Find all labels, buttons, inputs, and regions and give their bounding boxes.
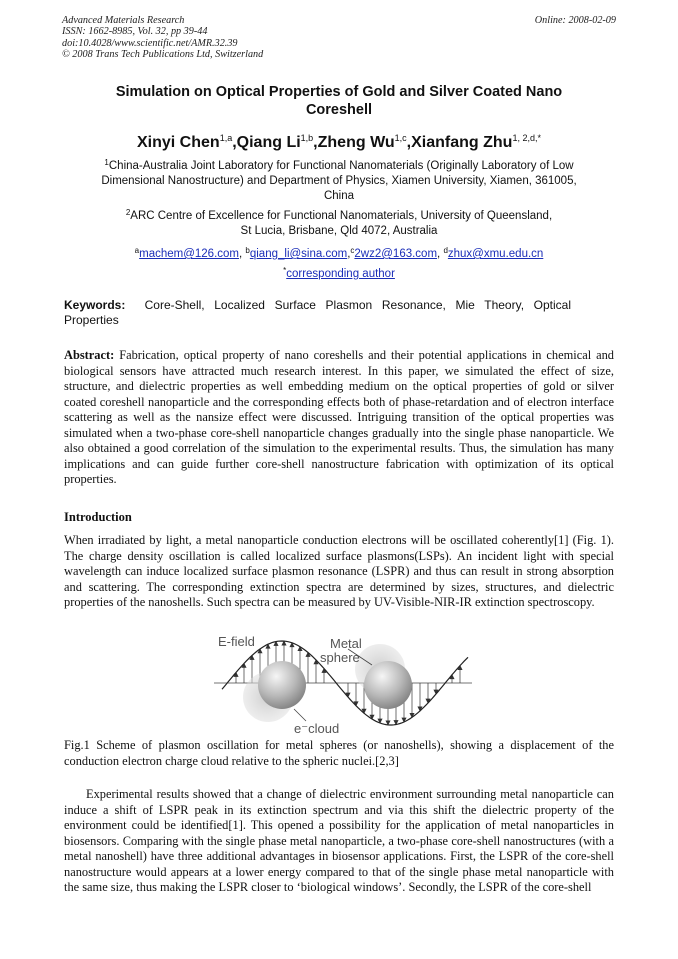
- abstract-label: Abstract:: [64, 348, 115, 362]
- author-name: Xinyi Chen: [137, 134, 220, 151]
- corresponding-author-note: [60, 263, 618, 282]
- author-affiliation-marker: 1,a: [219, 133, 233, 143]
- affiliation-line: St Lucia, Brisbane, Qld 4072, Australia: [240, 225, 438, 237]
- affiliation-line: Dimensional Nanostructure) and Department of Physics, Xiamen University, Xiamen, 361005,: [101, 175, 577, 187]
- affiliation-line: China: [323, 190, 355, 202]
- affiliation-line: ARC Centre of Excellence for Functional Nanomaterials, University of Queensland,: [130, 210, 553, 222]
- metal-label: Metal: [330, 636, 362, 651]
- affiliation-2: [60, 205, 618, 239]
- affiliation-marker: 2: [125, 208, 131, 217]
- author-affiliation-marker: 1, 2,d,*: [512, 133, 541, 143]
- paper-title-line-1: Simulation on Optical Properties of Gold and Silver Coated Nano: [115, 84, 563, 100]
- author-separator: ,: [406, 134, 412, 151]
- journal-copyright: © 2008 Trans Tech Publications Ltd, Switzerland: [62, 49, 264, 61]
- affiliation-line: China-Australia Joint Laboratory for Functional Nanomaterials (Originally Laboratory of Low: [108, 160, 574, 172]
- author-separator: ,: [232, 134, 237, 151]
- email-marker: c: [350, 246, 355, 255]
- email-link[interactable]: machem@126.com: [139, 248, 240, 260]
- e-cloud-label: e⁻cloud: [294, 721, 340, 736]
- e-cloud-pointer: [294, 709, 306, 721]
- author-name: Qiang Li: [236, 134, 301, 151]
- experimental-paragraph: Experimental results showed that a change of dielectric environment surrounding metal nanoparticle can induce a shift of LSPR peak in its extinction spectrum and via this shift the dielectric property of the environment could be identified[1]. This opened a possibility for the application of metal nanoparticles in biosensors. Comparing with the single phase metal nanoparticle, a two-phase core-shell nanostructures (with a metal nanoshell) have three additional advantages in biosensor applications. First, the LSPR of the core-shell nanostructure would appears at a lower energy compared to that of the single phase metal nanoparticle with the same size, thus making the LSPR closer to ‘biological windows’. Secondly, the LSPR of the core-shell: [64, 787, 614, 894]
- metal-sphere-left: [258, 661, 306, 709]
- figure-1: [212, 629, 474, 737]
- online-date: Online: 2008-02-09: [534, 15, 616, 26]
- affiliation-marker: 1: [104, 158, 109, 167]
- email-marker: a: [134, 246, 140, 255]
- email-marker: b: [245, 246, 250, 255]
- corresponding-marker: *: [283, 266, 287, 275]
- email-list: [60, 243, 618, 262]
- keywords-label: Keywords:: [64, 298, 126, 312]
- sphere-label: sphere: [320, 650, 360, 665]
- keywords-text: Core-Shell, Localized Surface Plasmon Resonance, Mie Theory, Optical Properties: [64, 298, 572, 327]
- journal-issn: ISSN: 1662-8985, Vol. 32, pp 39-44: [62, 26, 208, 38]
- author-name: Zheng Wu: [317, 134, 395, 151]
- e-field-label: E-field: [218, 634, 255, 649]
- figure-1-caption: Fig.1 Scheme of plasmon oscillation for metal spheres (or nanoshells), showing a displacement of the conduction electron charge cloud relative to the spheric nuclei.[2,3]: [64, 738, 614, 768]
- email-link[interactable]: qiang_li@sina.com: [249, 248, 348, 260]
- journal-header: [62, 15, 616, 61]
- author-separator: ,: [313, 134, 318, 151]
- section-heading-introduction: Introduction: [64, 510, 132, 524]
- keywords: [64, 298, 571, 328]
- metal-sphere-right: [364, 661, 412, 709]
- author-affiliation-marker: 1,b: [300, 133, 314, 143]
- abstract-text: Fabrication, optical property of nano coreshells and their potential applications in chemical and biological sensors have attracted much research interest. In this paper, we simulated the effect of size, structure, and dielectric properties as well embedding medium on the optical properties of gold or silver coated coreshell nanoparticle and the corresponding effects both of phase-retardation and of electron interface scattering as well as the nansize effect were discussed. Intriguing transition of the optical properties was simulated when a two-phase core-shell nanoparticle changes gradually into the single phase nanoparticle. We also obtained a good correlation of the simulation to the experimental results. Thus, the simulation has many implications and can guide further core-shell nanostructure fabrication with optimization of its optical properties.: [64, 348, 614, 486]
- email-link[interactable]: 2wz2@163.com: [354, 248, 438, 260]
- plasmon-oscillation-diagram: [212, 629, 474, 737]
- abstract: [64, 348, 614, 488]
- email-separator: ,: [239, 248, 246, 260]
- paper-title: [60, 83, 618, 119]
- author-name: Xianfang Zhu: [411, 134, 513, 151]
- email-separator: ,: [437, 248, 444, 260]
- paper-title-line-2: Coreshell: [305, 102, 373, 118]
- journal-doi: doi:10.4028/www.scientific.net/AMR.32.39: [62, 37, 238, 49]
- email-separator: ,: [347, 248, 351, 260]
- affiliation-1: [60, 155, 618, 204]
- email-marker: d: [443, 246, 448, 255]
- email-link[interactable]: zhux@xmu.edu.cn: [447, 248, 544, 260]
- author-affiliation-marker: 1,c: [394, 133, 407, 143]
- corresponding-author-link[interactable]: corresponding author: [286, 268, 395, 280]
- author-list: [60, 128, 618, 153]
- journal-name: Advanced Materials Research: [62, 15, 185, 26]
- introduction-paragraph: When irradiated by light, a metal nanoparticle conduction electrons will be oscillated coherently[1] (Fig. 1). The charge density oscillation is called localized surface plasmons(LSPs). An incident light with special wavelength can induce localized surface plasmon resonance (LSPR) and thus can result in strong absorption and scattering. The corresponding extinction spectra are determined by sizes, structures, and dielectric properties of the nanoshells. Such spectra can be measured by UV-Visible-NIR-IR extinction spectroscopy.: [64, 533, 614, 609]
